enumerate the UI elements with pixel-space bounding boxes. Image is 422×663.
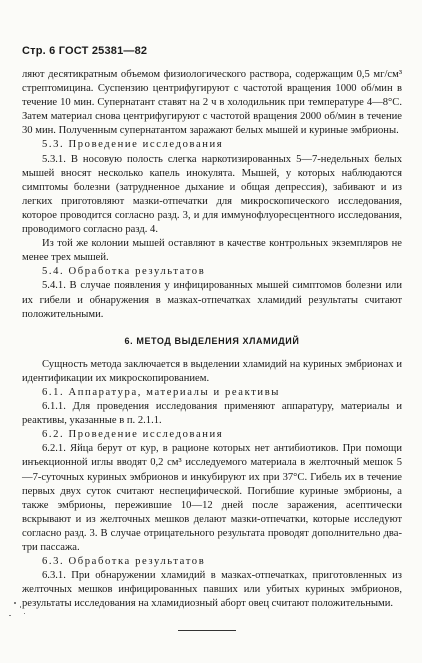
paragraph-6-3-1: 6.3.1. При обнаружении хламидий в мазках-отпечатках, приготовленных из желточных мешков инфицированных павших или убитых куриных эмбрионов, результаты исследования на хламидиозный аборт овец считают положительными. xyxy=(22,570,402,610)
paragraph-5-3-1: 5.3.1. В носовую полость слегка наркотизированных 5—7-недельных белых мышей вносят несколько капель инокулята. Мышей, у которых наблюдаются симптомы болезни (затрудненное дыхание и общая депрессия), забивают и из легких приготовляют мазки-отпечатки для микроскопического исследования, которое проводится согласно разд. 3, и для иммунофлуоресцентного исследования, проводимого согласно разд. 4. xyxy=(22,153,402,236)
subsection-5-4-heading: 5.4. Обработка результатов xyxy=(42,266,206,278)
scan-speck xyxy=(9,615,11,616)
paragraph-6-intro: Сущность метода заключается в выделении хламидий на куриных эмбрионах и идентификации их микроскопированием. xyxy=(22,358,402,384)
subsection-6-3-heading: 6.3. Обработка результатов xyxy=(42,556,206,568)
subsection-6-1-heading: 6.1. Аппаратура, материалы и реактивы xyxy=(42,386,281,398)
footer-rule xyxy=(178,630,236,631)
paragraph-6-1-1: 6.1.1. Для проведения исследования применяют аппаратуру, материалы и реактивы, указанные в п. 2.1.1. xyxy=(22,401,402,427)
paragraph-6-2-1: 6.2.1. Яйца берут от кур, в рационе которых нет антибиотиков. При помощи инъекционной иглы вводят 0,2 см³ исследуемого материала в желточный мешок 5—7-суточных куриных эмбрионов и инкубируют их при 37°С. Гибель их в течение первых двух суток считают неспецифической. Погибшие куриные эмбрионы, а также эмбрионы, пережившие 10—12 дней после заражения, асептически вскрывают и из желточных мешков делают мазки-отпечатки, которые исследуют согласно разд. 3. В случае отрицательного результата проводят дополнительно два-три пассажа. xyxy=(22,443,402,553)
scan-speck xyxy=(14,602,16,604)
page-header: Стр. 6 ГОСТ 25381—82 xyxy=(22,45,148,57)
document-body xyxy=(22,68,402,611)
scan-speck xyxy=(20,606,21,608)
section-6-title: 6. МЕТОД ВЫДЕЛЕНИЯ ХЛАМИДИЙ xyxy=(124,335,300,346)
paragraph-continuation: ляют десятикратным объемом физиологического раствора, содержащим 0,5 мг/см³ стрептомицина. Суспензию центрифугируют с частотой вращения 1000 об/мин в течение 10 мин. Супернатант ставят на 2 ч в холодильник при температуре 4—8°С. Затем материал снова центрифугируют с частотой вращения 2000 об/мин в течение 30 мин. Полученным супернатантом заражают белых мышей и куриные эмбрионы. xyxy=(22,69,402,137)
scan-speck xyxy=(24,613,25,614)
subsection-5-3-heading: 5.3. Проведение исследования xyxy=(42,139,224,151)
subsection-6-2-heading: 6.2. Проведение исследования xyxy=(42,429,224,441)
paragraph-control-mice: Из той же колонии мышей оставляют в качестве контрольных экземпляров не менее трех мышей. xyxy=(22,238,402,264)
paragraph-5-4-1: 5.4.1. В случае появления у инфицированных мышей симптомов болезни или их гибели и обнаружения в мазках-отпечатках хламидий результаты считают положительными. xyxy=(22,280,402,320)
